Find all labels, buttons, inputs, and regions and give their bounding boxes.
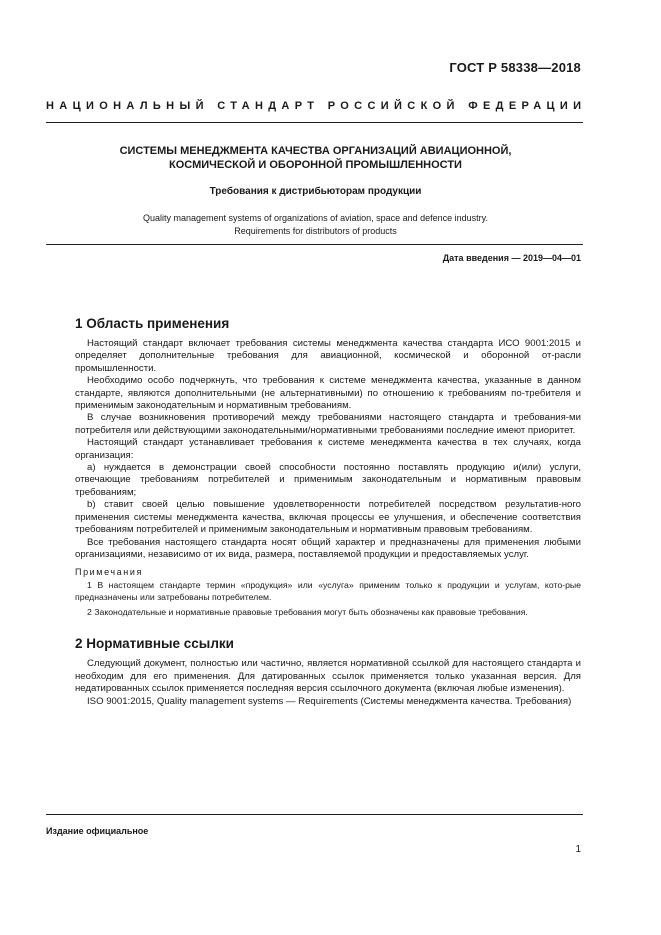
reference-item: ISO 9001:2015, Quality management systems — Requirements (Системы менеджмента качества. Требования): [87, 695, 572, 707]
title-divider: [46, 244, 583, 245]
paragraph: Настоящий стандарт включает требования системы менеджмента качества стандарта ИСО 9001:2015 и определяет дополнительные требования для авиационной, космической и оборонной от-расли промышленности.: [75, 338, 581, 374]
english-title-line-1: Quality management systems of organizations of aviation, space and defence industry.: [142, 213, 489, 223]
document-title: [80, 144, 551, 172]
title-line-1: СИСТЕМЫ МЕНЕДЖМЕНТА КАЧЕСТВА ОРГАНИЗАЦИЙ АВИАЦИОННОЙ,: [119, 145, 512, 157]
note-item: 2 Законодательные и нормативные правовые требования могут быть обозначены как правовые требования.: [87, 607, 528, 618]
standard-number: ГОСТ Р 58338—2018: [449, 60, 581, 75]
paragraph: Все требования настоящего стандарта носят общий характер и предназначены для применения любыми организациями, независимо от их вида, размера, поставляемой продукции и предоставляемых услуг.: [75, 536, 581, 560]
introduction-date: Дата введения — 2019—04—01: [442, 253, 581, 263]
page-number: 1: [575, 844, 581, 855]
list-item: а) нуждается в демонстрации своей способности постоянно поставлять продукцию и(или) услуги, отвечающие требованиям потребителей и применимым законодательным и нормативным правовым требованиям;: [75, 462, 581, 498]
paragraph: Необходимо особо подчеркнуть, что требования к системе менеджмента качества, указанные в данном стандарте, являются дополнительными (не альтернативными) по отношению к требованиям по-требителя и применимым законодательным и нормативным требованиям.: [75, 375, 581, 412]
section-heading: 2 Нормативные ссылки: [75, 636, 234, 652]
notes-heading: Примечания: [75, 567, 143, 578]
section-heading: 1 Область применения: [75, 316, 230, 331]
document-subtitle: Требования к дистрибьюторам продукции: [209, 186, 422, 197]
section-scope: [75, 316, 581, 618]
footer-divider: [46, 814, 583, 815]
title-line-2: КОСМИЧЕСКОЙ И ОБОРОННОЙ ПРОМЫШЛЕННОСТИ: [169, 159, 462, 171]
document-body: [75, 316, 581, 708]
header-divider: [46, 122, 583, 123]
official-edition-label: Издание официальное: [46, 826, 149, 836]
english-title-line-2: Requirements for distributors of products: [234, 226, 397, 236]
english-title: [80, 212, 551, 238]
list-item: b) ставит своей целью повышение удовлетворенности потребителей посредством результатив-ного применения системы менеджмента качества, включая процессы ее улучшения, и обеспечение соответствия требованиям потребителей и применимым законодательным и нормативным правовым требованиям.: [75, 499, 581, 536]
paragraph: Следующий документ, полностью или частично, является нормативной ссылкой для настоящего стандарта и необходим для его применения. Для датированных ссылок применяется только указанная версия. Для недатированных ссылок применяется последняя версия ссылочного документа (включая любые изменения).: [75, 658, 581, 695]
paragraph: Настоящий стандарт устанавливает требования к системе менеджмента качества в тех случаях, когда организация:: [75, 437, 581, 461]
section-normative-references: [75, 636, 581, 708]
paragraph: В случае возникновения противоречий между требованиями настоящего стандарта и требования-ми потребителя или действующими законодательными/нормативными требованиями последние имеют приоритет.: [75, 412, 581, 436]
note-item: 1 В настоящем стандарте термин «продукция» или «услуга» применим только к продукции и услугам, кото-рые предназначены или затребованы потребителем.: [75, 580, 581, 603]
national-standard-label: НАЦИОНАЛЬНЫЙ СТАНДАРТ РОССИЙСКОЙ ФЕДЕРАЦИИ: [46, 100, 587, 112]
